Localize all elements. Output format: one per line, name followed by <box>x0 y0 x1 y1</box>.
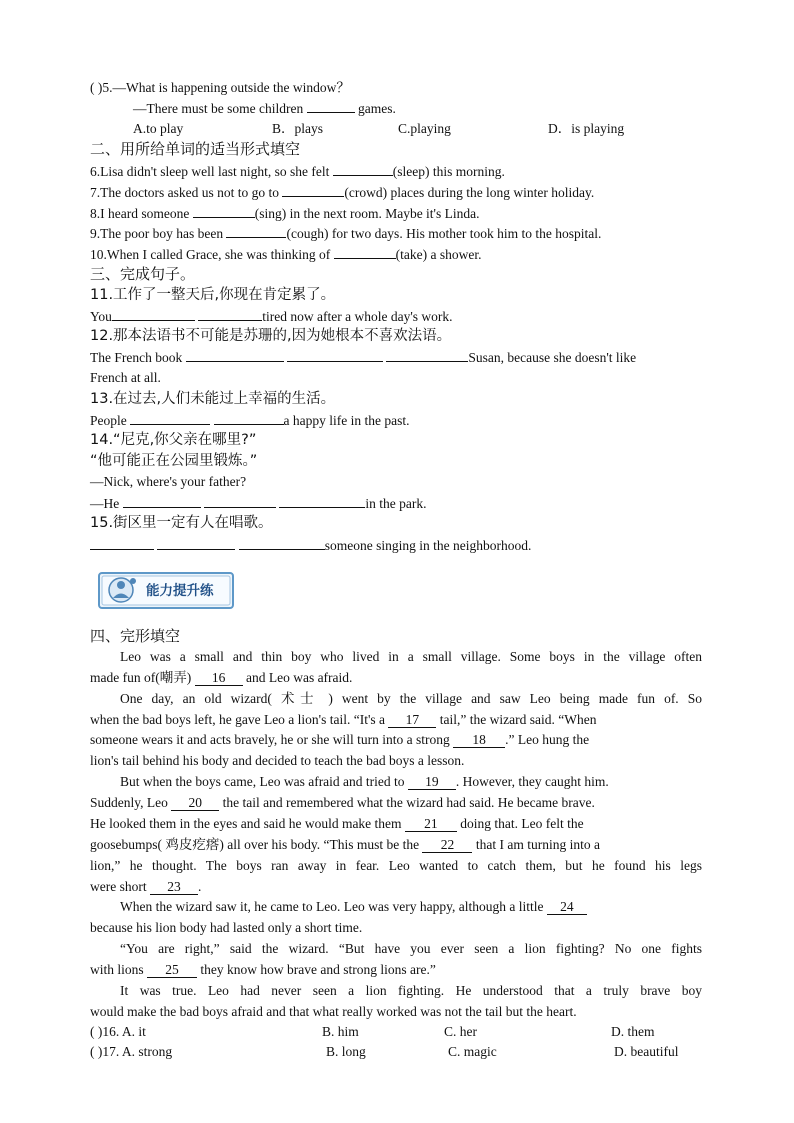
q9 <box>90 223 702 244</box>
q14-blank-2[interactable] <box>204 493 276 508</box>
passage-text: . <box>197 879 202 894</box>
passage-line <box>90 710 702 730</box>
passage-text: with lions <box>90 962 144 977</box>
passage-line <box>90 877 702 897</box>
q8 <box>90 203 702 224</box>
cloze-blank-18[interactable]: 18 <box>453 732 505 748</box>
q12-chinese: 12.那本法语书不可能是苏珊的,因为她根本不喜欢法语。 <box>90 328 452 344</box>
q15-chinese: 15.街区里一定有人在唱歌。 <box>90 515 273 531</box>
cloze-blank-23[interactable]: 23 <box>150 879 198 895</box>
q17-option-d: D. beautiful <box>614 1044 679 1059</box>
q16-option-c: C. her <box>444 1024 477 1039</box>
passage-text: He looked them in the eyes and said he would make them <box>90 816 402 831</box>
q9-text-a: 9.The poor boy has been <box>90 226 224 241</box>
q11-blank-2[interactable] <box>198 306 262 321</box>
q14-blank-1[interactable] <box>123 493 201 508</box>
q5-line2 <box>133 98 745 119</box>
q12-blank-1[interactable] <box>186 347 284 362</box>
q14 <box>90 493 702 514</box>
q11-chinese: 11.工作了一整天后,你现在肯定累了。 <box>90 287 336 303</box>
passage-line: lion,” he thought. The boys ran away in fear. Leo wanted to catch them, but he found his legs <box>90 858 702 873</box>
q12 <box>90 347 702 368</box>
q12-cont: French at all. <box>90 370 161 385</box>
q5-option-c: C.playing <box>398 121 451 136</box>
passage-line <box>120 772 702 792</box>
q14-chinese-2: “他可能正在公园里锻炼。” <box>90 453 258 469</box>
q10-text-b: (take) a shower. <box>395 247 482 262</box>
passage-line: One day, an old wizard( 术士 ) went by the village and saw Leo being made fun of. So <box>120 691 702 706</box>
q7-text-a: 7.The doctors asked us not to go to <box>90 185 279 200</box>
passage-text: tail,” the wizard said. “When <box>439 712 597 727</box>
q16-stem-option-a: ( )16. A. it <box>90 1024 146 1039</box>
q5-blank[interactable] <box>307 98 355 113</box>
passage-text: goosebumps( 鸡皮疙瘩) all over his body. “This must be the <box>90 837 420 852</box>
q15-blank-3[interactable] <box>239 535 325 550</box>
passage-line: because his lion body had lasted only a short time. <box>90 920 363 935</box>
q10-text-a: 10.When I called Grace, she was thinking of <box>90 247 331 262</box>
passage-text: doing that. Leo felt the <box>460 816 584 831</box>
q11 <box>90 306 702 327</box>
cloze-blank-19[interactable]: 19 <box>408 774 456 790</box>
q16-option-b: B. him <box>322 1024 359 1039</box>
q13-text-a: People <box>90 413 127 428</box>
q14-text-b: in the park. <box>365 496 427 511</box>
q6-text-b: (sleep) this morning. <box>392 164 505 179</box>
passage-line: would make the bad boys afraid and that what really worked was not the tail but the heart. <box>90 1004 577 1019</box>
q13-blank-2[interactable] <box>214 410 284 425</box>
q7-text-b: (crowd) places during the long winter holiday. <box>344 185 595 200</box>
q15-blank-2[interactable] <box>157 535 235 550</box>
passage-text: Suddenly, Leo <box>90 795 168 810</box>
passage-text: .” Leo hung the <box>505 732 590 747</box>
q16-option-d: D. them <box>611 1024 655 1039</box>
passage-line: “You are right,” said the wizard. “But have you ever seen a lion fighting? No one fights <box>120 941 702 956</box>
q10-blank[interactable] <box>334 244 396 259</box>
q13 <box>90 410 702 431</box>
passage-line <box>90 730 702 750</box>
cloze-blank-20[interactable]: 20 <box>171 795 219 811</box>
passage-text: made fun of(嘲弄) <box>90 670 192 685</box>
section-2-heading: 二、用所给单词的适当形式填空 <box>90 140 301 158</box>
q8-text-b: (sing) in the next room. Maybe it's Linda. <box>254 206 480 221</box>
badge-label: 能力提升练 <box>146 583 214 599</box>
q14-text-a: —He <box>90 496 120 511</box>
passage-line <box>90 814 702 834</box>
q9-text-b: (cough) for two days. His mother took him to the hospital. <box>286 226 602 241</box>
q6 <box>90 161 702 182</box>
q15-text-b: someone singing in the neighborhood. <box>324 538 532 553</box>
passage-text: someone wears it and acts bravely, he or she will turn into a strong <box>90 732 450 747</box>
q13-chinese: 13.在过去,人们未能过上幸福的生活。 <box>90 391 336 407</box>
q12-blank-2[interactable] <box>287 347 383 362</box>
q11-blank-1[interactable] <box>112 306 195 321</box>
passage-text: when the bad boys left, he gave Leo a lion's tail. “It's a <box>90 712 386 727</box>
q17-stem-option-a: ( )17. A. strong <box>90 1044 173 1059</box>
cloze-blank-22[interactable]: 22 <box>422 837 472 853</box>
passage-line: Leo was a small and thin boy who lived in a small village. Some boys in the village often <box>120 649 702 664</box>
q5-text-b: games. <box>357 101 396 116</box>
q13-text-b: a happy life in the past. <box>283 413 410 428</box>
q15 <box>90 535 702 556</box>
cloze-blank-17[interactable]: 17 <box>388 712 436 728</box>
q9-blank[interactable] <box>226 223 286 238</box>
passage-line <box>90 835 702 855</box>
ability-practice-badge <box>96 570 238 612</box>
q15-blank-1[interactable] <box>90 535 154 550</box>
passage-text: But when the boys came, Leo was afraid and tried to <box>120 774 405 789</box>
passage-text: . However, they caught him. <box>455 774 609 789</box>
q13-blank-1[interactable] <box>130 410 210 425</box>
section-4-heading: 四、完形填空 <box>90 627 181 645</box>
passage-text: When the wizard saw it, he came to Leo. Leo was very happy, although a little <box>120 899 544 914</box>
passage-text: the tail and remembered what the wizard had said. He became brave. <box>222 795 595 810</box>
q12-text-a: The French book <box>90 350 183 365</box>
q8-blank[interactable] <box>193 203 255 218</box>
passage-line <box>90 668 702 688</box>
q5-text-a: —There must be some children <box>133 101 304 116</box>
section-3-heading: 三、完成句子。 <box>90 265 196 283</box>
q8-text-a: 8.I heard someone <box>90 206 190 221</box>
q14-chinese-1: 14.“尼克,你父亲在哪里?” <box>90 432 257 448</box>
q12-blank-3[interactable] <box>386 347 468 362</box>
passage-text: they know how brave and strong lions are.” <box>200 962 436 977</box>
q10 <box>90 244 702 265</box>
cloze-blank-21[interactable]: 21 <box>405 816 457 832</box>
q6-text-a: 6.Lisa didn't sleep well last night, so she felt <box>90 164 330 179</box>
passage-text: and Leo was afraid. <box>245 670 353 685</box>
q17-option-b: B. long <box>326 1044 366 1059</box>
passage-line <box>90 793 702 813</box>
passage-text: were short <box>90 879 147 894</box>
q11-text-b: tired now after a whole day's work. <box>262 309 453 324</box>
passage-line <box>120 897 702 917</box>
cloze-blank-25[interactable]: 25 <box>147 962 197 978</box>
passage-line <box>90 960 702 980</box>
q12-text-b: Susan, because she doesn't like <box>468 350 637 365</box>
q7 <box>90 182 702 203</box>
q14-blank-3[interactable] <box>279 493 365 508</box>
q17-option-c: C. magic <box>448 1044 497 1059</box>
passage-line: It was true. Leo had never seen a lion fighting. He understood that a truly brave boy <box>120 983 702 998</box>
cloze-blank-16[interactable]: 16 <box>195 670 243 686</box>
q5-option-d: D．is playing <box>548 121 625 136</box>
passage-line: lion's tail behind his body and decided to teach the bad boys a lesson. <box>90 753 465 768</box>
q14-english-1: —Nick, where's your father? <box>90 474 247 489</box>
passage-text: that I am turning into a <box>475 837 600 852</box>
cloze-blank-24[interactable]: 24 <box>547 899 587 915</box>
q5-option-a: A.to play <box>133 121 184 136</box>
q11-text-a: You <box>90 309 112 324</box>
q5-stem: ( )5.—What is happening outside the window？ <box>90 80 350 95</box>
q7-blank[interactable] <box>282 182 344 197</box>
q5-option-b: B．plays <box>272 121 324 136</box>
q6-blank[interactable] <box>333 161 393 176</box>
